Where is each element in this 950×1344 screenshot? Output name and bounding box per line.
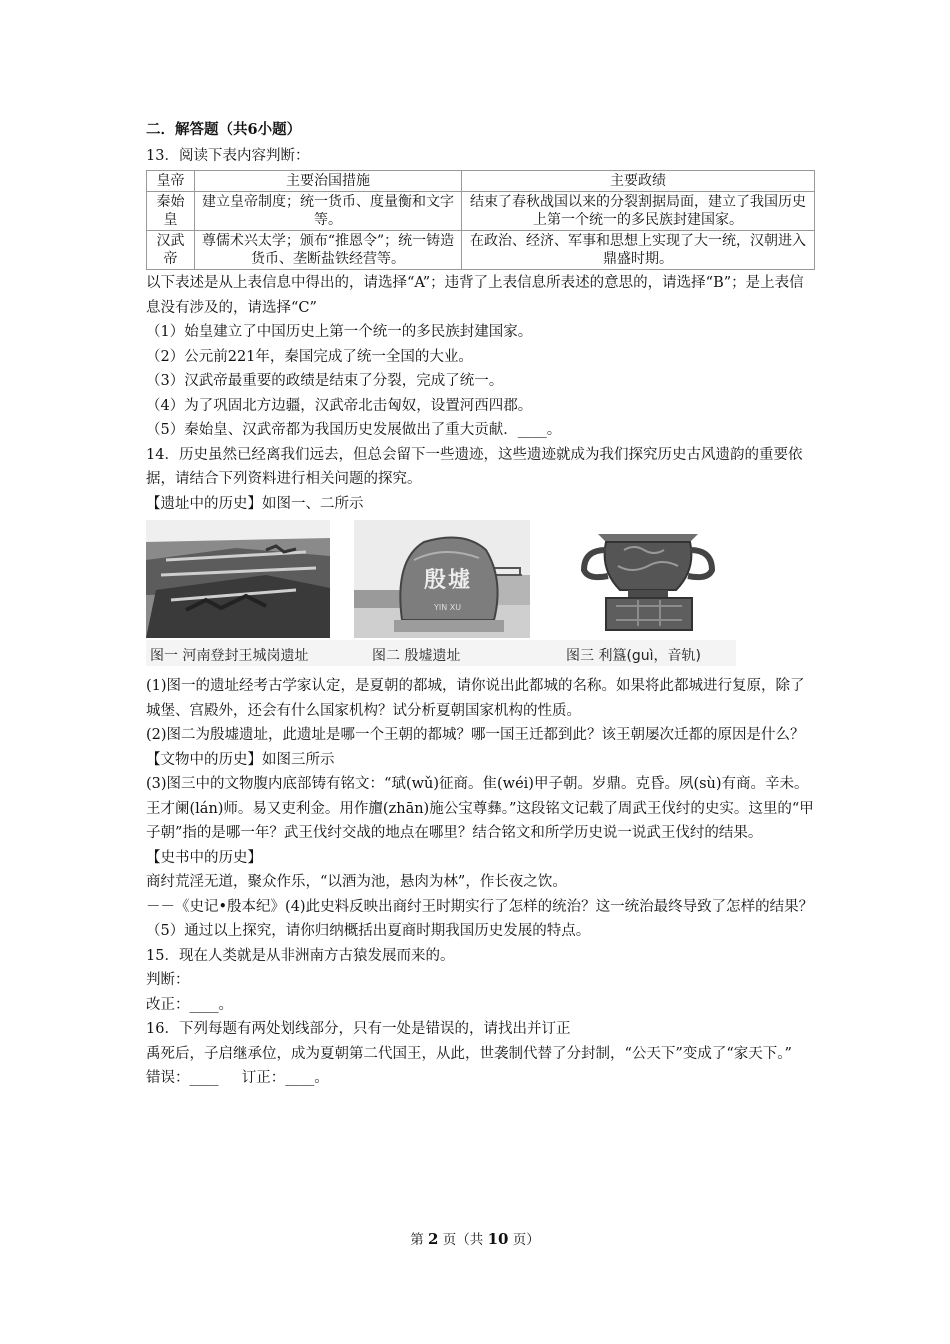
table-header-cell: 皇帝 — [147, 171, 195, 192]
q16-answer-fix: 订正：____。 — [241, 1070, 329, 1086]
q14-part5: （5）通过以上探究，请你归纳概括出夏商时期我国历史发展的特点。 — [146, 923, 591, 939]
q16-text: 16．下列每题有两处划线部分，只有一处是错误的，请找出并订正 — [146, 1021, 571, 1037]
table-header-cell: 主要治国措施 — [195, 171, 462, 192]
stone-inscription: 殷墟 — [424, 567, 473, 593]
q13-item: （3）汉武帝最重要的政绩是结束了分裂，完成了统一。 — [146, 373, 504, 389]
figure-2-yinxu-stone-photo — [354, 520, 530, 638]
figure-1-excavation-photo — [146, 520, 330, 638]
footer-pre: 第 — [410, 1232, 424, 1248]
q13-table — [146, 170, 815, 270]
table-header-row — [147, 171, 815, 192]
q13-item: （2）公元前221年，秦国完成了统一全国的大业。 — [146, 348, 473, 365]
table-cell: 秦始皇 — [147, 192, 195, 231]
q15-text: 15．现在人类就是从非洲南方古猿发展而来的。 — [146, 947, 455, 964]
table-cell: 建立皇帝制度；统一货币、度量衡和文字等。 — [195, 192, 462, 231]
q14-part3: (3)图三中的文物腹内底部铸有铭文：“珷(wǔ)征商。隹(wéi)甲子朝。岁鼎。克昏。夙(sù)有商。辛未。王才阑(lán)师。易又吏利金。用作旜(zhān)施公宝尊彝。”这段铭文记载了周武王伐纣的史实。这里的“甲子朝”指的是哪一年？武王伐纣交战的地点在哪里？结合铭文和所学历史说一说武王伐纣的结果。 — [146, 776, 814, 841]
q14-part2: (2)图二为殷墟遗址，此遗址是哪一个王朝的都城？哪一国王迁都到此？该王朝屡次迁都的原因是什么？ — [146, 727, 805, 743]
q15-judge: 判断： — [146, 972, 190, 988]
footer-total-pages: 10 — [487, 1230, 509, 1248]
q13-item: （4）为了巩固北方边疆，汉武帝北击匈奴，设置河西四郡。 — [146, 397, 533, 414]
q13-instruction: 以下表述是从上表信息中得出的，请选择“A”；违背了上表信息所表述的意思的，请选择“B”；是上表信息没有涉及的，请选择“C” — [146, 275, 804, 316]
document-page — [146, 118, 814, 1091]
stone-inscription-latin: YIN XU — [434, 603, 462, 612]
table-cell: 尊儒术兴太学；颁布“推恩令”；统一铸造货币、垄断盐铁经营等。 — [195, 231, 462, 270]
figure-2-caption: 图二 殷墟遗址 — [372, 648, 461, 664]
page-footer — [0, 1228, 950, 1248]
footer-post: 页） — [512, 1232, 540, 1248]
table-row — [147, 231, 815, 270]
section-title: 二．解答题（共6小题） — [146, 121, 302, 138]
q16-answer-error: 错误：____ — [146, 1070, 219, 1086]
q14-intro: 14．历史虽然已经离我们远去，但总会留下一些遗迹，这些遗迹就成为我们探究历史古风遗韵的重要依据，请结合下列资料进行相关问题的探究。 — [146, 446, 803, 487]
table-cell: 在政治、经济、军事和思想上实现了大一统，汉朝进入鼎盛时期。 — [462, 231, 815, 270]
figure-3-caption: 图三 利簋(guì，音轨) — [566, 648, 702, 664]
q14-part1: (1)图一的遗址经考古学家认定，是夏朝的都城，请你说出此都城的名称。如果将此都城进行复原，除了城堡、宫殿外，还会有什么国家机构？试分析夏朝国家机构的性质。 — [146, 678, 805, 719]
footer-mid: 页（共 — [442, 1232, 484, 1248]
table-header-cell: 主要政绩 — [462, 171, 815, 192]
q14-quote: 商纣荒淫无道，聚众作乐，“以酒为池，悬肉为林”，作长夜之饮。 — [146, 874, 567, 890]
figure-3-ligui-vessel-photo — [558, 520, 736, 638]
q13-intro: 13．阅读下表内容判断： — [146, 147, 310, 164]
table-cell: 结束了春秋战国以来的分裂割据局面，建立了我国历史上第一个统一的多民族封建国家。 — [462, 192, 815, 231]
figure-row — [146, 520, 736, 666]
q14-heading-sites: 【遗址中的历史】如图一、二所示 — [146, 495, 364, 512]
table-row — [147, 192, 815, 231]
q16-body: 禹死后，子启继承位，成为夏朝第二代国王，从此，世袭制代替了分封制，“公天下”变成了“家天下。” — [146, 1045, 792, 1062]
table-cell: 汉武帝 — [147, 231, 195, 270]
figure-1-caption: 图一 河南登封王城岗遗址 — [150, 648, 309, 664]
q14-heading-artifacts: 【文物中的历史】如图三所示 — [146, 751, 335, 768]
q15-correct: 改正：____。 — [146, 996, 233, 1013]
q16-answers — [146, 1066, 814, 1091]
q13-item: （1）始皇建立了中国历史上第一个统一的多民族封建国家。 — [146, 324, 533, 340]
footer-page-number: 2 — [428, 1230, 439, 1248]
q14-heading-books: 【史书中的历史】 — [146, 849, 262, 866]
q14-part4: －－《史记•殷本纪》(4)此史料反映出商纣王时期实行了怎样的统治？这一统治最终导致了怎样的结果？ — [146, 898, 814, 915]
q13-item: （5）秦始皇、汉武帝都为我国历史发展做出了重大贡献．____。 — [146, 422, 562, 438]
